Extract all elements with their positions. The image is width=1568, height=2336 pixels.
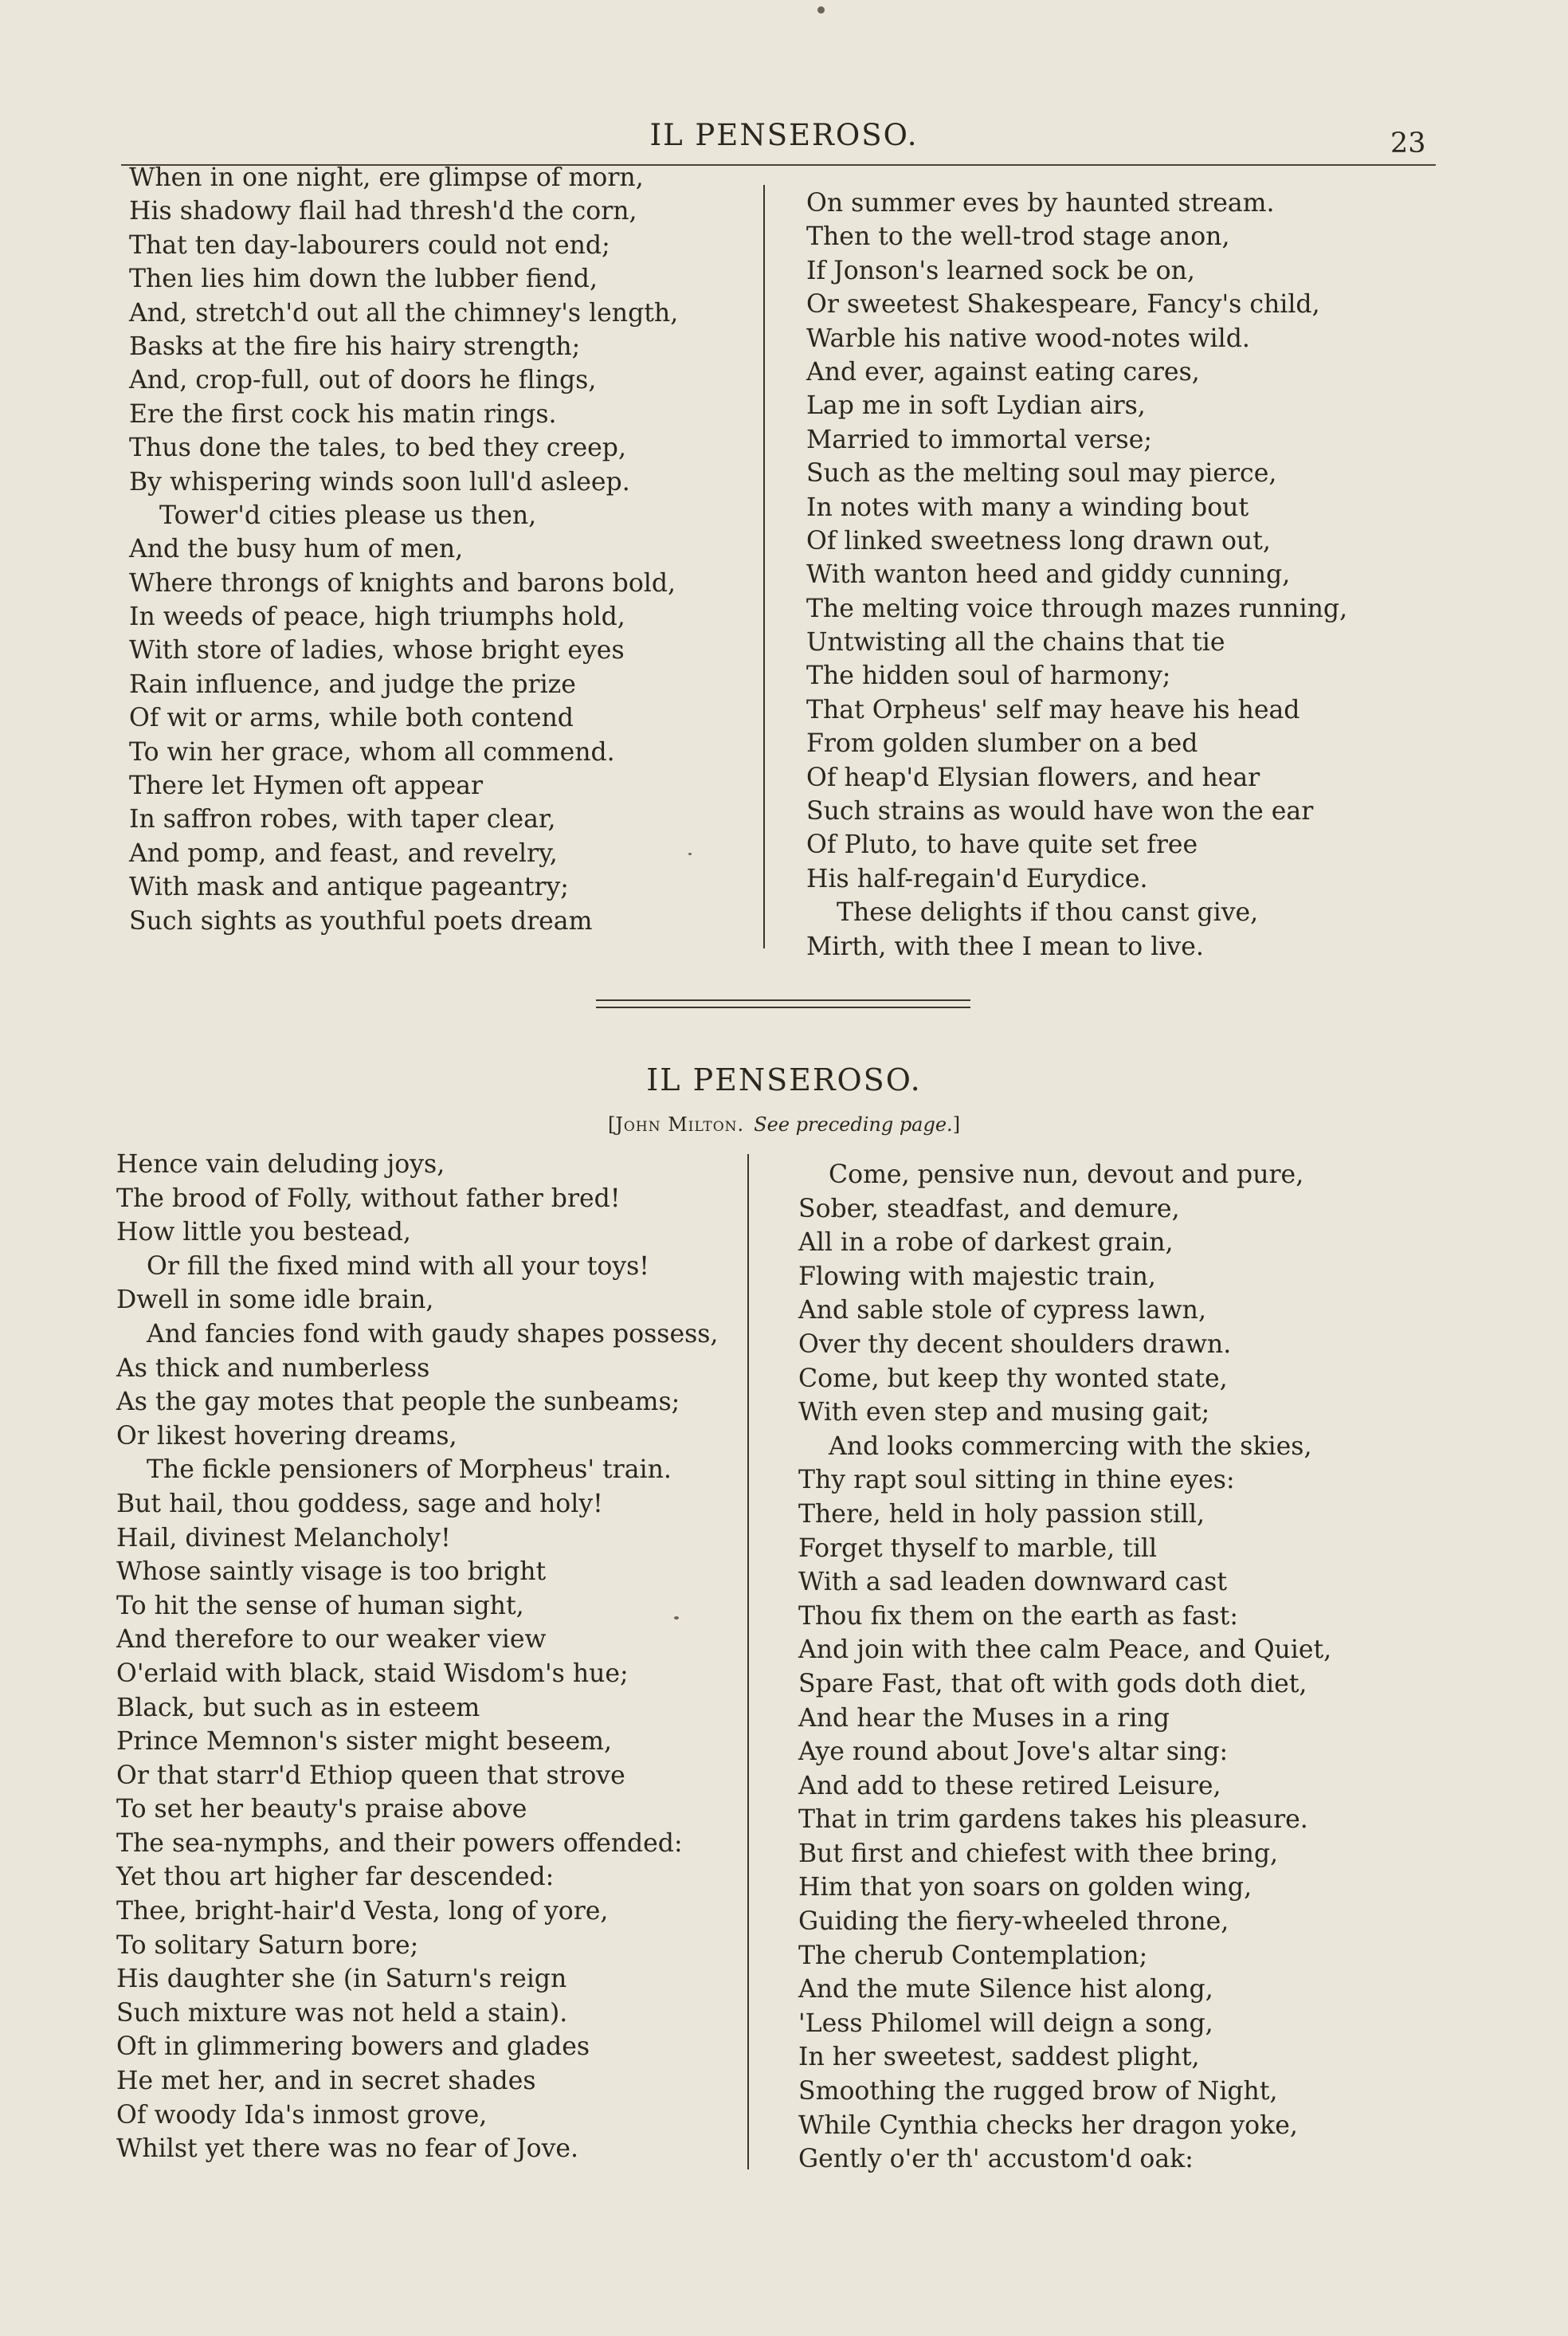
verse-line: All in a robe of darkest grain,: [798, 1228, 1174, 1258]
verse-line: And ever, against eating cares,: [806, 357, 1200, 387]
verse-line: But first and chiefest with thee bring,: [798, 1839, 1279, 1868]
verse-line: Basks at the fire his hairy strength;: [129, 332, 581, 361]
verse-line: And the mute Silence hist along,: [798, 1975, 1213, 2004]
verse-line: And hear the Muses in a ring: [798, 1703, 1170, 1733]
verse-line: Hence vain deluding joys,: [116, 1150, 445, 1179]
verse-line: There let Hymen oft appear: [129, 771, 483, 801]
verse-line: Him that yon soars on golden wing,: [798, 1873, 1252, 1902]
page-number: 23: [1390, 128, 1426, 159]
print-speck: [688, 853, 692, 855]
verse-line: Warble his native wood-notes wild.: [806, 324, 1250, 353]
verse-line: Dwell in some idle brain,: [116, 1286, 434, 1315]
poem-title: IL PENSEROSO.: [646, 1062, 922, 1097]
verse-line: Rain influence, and judge the prize: [129, 669, 576, 699]
verse-line: Gently o'er th' accustom'd oak:: [798, 2145, 1194, 2174]
verse-line: To hit the sense of human sight,: [116, 1591, 524, 1620]
verse-line: Prince Memnon's sister might beseem,: [116, 1727, 613, 1757]
verse-line: Or that starr'd Ethiop queen that strove: [116, 1761, 625, 1790]
verse-line: Come, but keep thy wonted state,: [798, 1364, 1228, 1393]
verse-line: And the busy hum of men,: [129, 535, 464, 564]
verse-line: On summer eves by haunted stream.: [806, 189, 1275, 218]
verse-line: Such strains as would have won the ear: [806, 797, 1314, 826]
verse-line: And, stretch'd out all the chimney's length,: [129, 298, 679, 328]
verse-line: Over thy decent shoulders drawn.: [798, 1329, 1232, 1359]
print-speck: [674, 1616, 679, 1619]
verse-line: Thy rapt soul sitting in thine eyes:: [798, 1466, 1235, 1495]
verse-line: To win her grace, whom all commend.: [129, 737, 615, 767]
column-divider-top: [763, 185, 765, 948]
verse-line: While Cynthia checks her dragon yoke,: [798, 2110, 1298, 2140]
top-right-column: [806, 186, 1347, 964]
verse-line: How little you bestead,: [116, 1218, 411, 1247]
verse-line: Thee, bright-hair'd Vesta, long of yore,: [116, 1897, 609, 1926]
verse-line: That Orpheus' self may heave his head: [806, 695, 1300, 724]
bottom-left-column: [116, 1148, 718, 2166]
verse-line: The brood of Folly, without father bred!: [116, 1184, 621, 1213]
top-left-column: [129, 161, 678, 938]
verse-line: With store of ladies, whose bright eyes: [129, 636, 625, 665]
bottom-right-column: [798, 1158, 1331, 2177]
verse-line: These delights if thou canst give,: [837, 898, 1259, 928]
verse-line: He met her, and in secret shades: [116, 2067, 536, 2096]
verse-line: His half-regain'd Eurydice.: [806, 864, 1148, 893]
verse-line: But hail, thou goddess, sage and holy!: [116, 1489, 603, 1518]
verse-line: Mirth, with thee I mean to live.: [806, 932, 1204, 961]
verse-line: The fickle pensioners of Morpheus' train.: [147, 1455, 672, 1485]
attribution-note: See preceding page.: [754, 1113, 953, 1136]
verse-line: Sober, steadfast, and demure,: [798, 1194, 1180, 1223]
section-divider: [596, 999, 970, 1007]
verse-line: O'erlaid with black, staid Wisdom's hue;: [116, 1659, 629, 1688]
verse-line: Married to immortal verse;: [806, 425, 1152, 454]
verse-line: And pomp, and feast, and revelry,: [129, 838, 558, 868]
verse-line: Black, but such as in esteem: [116, 1693, 480, 1722]
verse-line: As thick and numberless: [116, 1353, 430, 1383]
verse-line: His daughter she (in Saturn's reign: [116, 1965, 567, 1994]
verse-line: Or sweetest Shakespeare, Fancy's child,: [806, 290, 1320, 320]
verse-line: The cherub Contemplation;: [798, 1941, 1148, 1970]
verse-line: With mask and antique pageantry;: [129, 873, 569, 902]
verse-line: Thus done the tales, to bed they creep,: [129, 434, 626, 463]
verse-line: Such as the melting soul may pierce,: [806, 459, 1277, 489]
verse-line: His shadowy flail had thresh'd the corn,: [129, 197, 637, 226]
verse-line: Guiding the fiery-wheeled throne,: [798, 1907, 1229, 1937]
verse-line: Of Pluto, to have quite set free: [806, 830, 1198, 860]
verse-line: With wanton heed and giddy cunning,: [806, 560, 1291, 590]
verse-line: Smoothing the rugged brow of Night,: [798, 2077, 1278, 2106]
verse-line: With even step and musing gait;: [798, 1398, 1210, 1427]
verse-line: By whispering winds soon lull'd asleep.: [129, 467, 630, 497]
verse-line: 'Less Philomel will deign a song,: [798, 2008, 1213, 2038]
verse-line: To solitary Saturn bore;: [116, 1930, 419, 1960]
verse-line: With a sad leaden downward cast: [798, 1568, 1227, 1597]
verse-line: Flowing with majestic train,: [798, 1262, 1156, 1291]
verse-line: Hail, divinest Melancholy!: [116, 1523, 451, 1553]
verse-line: Such mixture was not held a stain).: [116, 1998, 568, 2028]
verse-line: Forget thyself to marble, till: [798, 1533, 1158, 1563]
verse-line: Of wit or arms, while both contend: [129, 704, 574, 733]
verse-line: If Jonson's learned sock be on,: [806, 256, 1195, 285]
verse-line: Such sights as youthful poets dream: [129, 906, 593, 936]
poem-attribution: [John Milton. See preceding page.]: [607, 1113, 961, 1136]
verse-line: Of linked sweetness long drawn out,: [806, 526, 1271, 556]
verse-line: From golden slumber on a bed: [806, 729, 1198, 759]
print-speck: [817, 6, 825, 14]
verse-line: And add to these retired Leisure,: [798, 1771, 1221, 1800]
verse-line: Untwisting all the chains that tie: [806, 628, 1225, 658]
verse-line: Lap me in soft Lydian airs,: [806, 391, 1146, 421]
verse-line: As the gay motes that people the sunbeams;: [116, 1388, 680, 1417]
verse-line: The sea-nymphs, and their powers offended:: [116, 1828, 683, 1858]
verse-line: Where throngs of knights and barons bold,: [129, 568, 676, 598]
attribution-author: John Milton.: [615, 1113, 745, 1136]
verse-line: Yet thou art higher far descended:: [116, 1863, 555, 1892]
verse-line: The melting voice through mazes running,: [806, 594, 1348, 623]
verse-line: And looks commercing with the skies,: [829, 1431, 1312, 1461]
verse-line: Thou fix them on the earth as fast:: [798, 1601, 1238, 1631]
verse-line: Come, pensive nun, devout and pure,: [829, 1160, 1304, 1189]
verse-line: Of heap'd Elysian flowers, and hear: [806, 763, 1260, 792]
verse-line: Whilst yet there was no fear of Jove.: [116, 2134, 579, 2164]
verse-line: Whose saintly visage is too bright: [116, 1557, 547, 1587]
verse-line: In notes with many a winding bout: [806, 493, 1249, 522]
verse-line: Oft in glimmering bowers and glades: [116, 2032, 590, 2062]
verse-line: That ten day-labourers could not end;: [129, 230, 610, 260]
verse-line: To set her beauty's praise above: [116, 1795, 527, 1824]
verse-line: Spare Fast, that oft with gods doth diet,: [798, 1669, 1307, 1698]
verse-line: And join with thee calm Peace, and Quiet,: [798, 1635, 1332, 1665]
verse-line: And sable stole of cypress lawn,: [798, 1296, 1206, 1325]
verse-line: Of woody Ida's inmost grove,: [116, 2100, 488, 2130]
verse-line: That in trim gardens takes his pleasure.: [798, 1805, 1308, 1835]
verse-line: Tower'd cities please us then,: [159, 501, 537, 530]
verse-line: Aye round about Jove's altar sing:: [798, 1737, 1229, 1767]
verse-line: Then lies him down the lubber fiend,: [129, 265, 598, 294]
verse-line: And, crop-full, out of doors he flings,: [129, 366, 597, 395]
verse-line: And therefore to our weaker view: [116, 1625, 547, 1655]
verse-line: In her sweetest, saddest plight,: [798, 2043, 1200, 2072]
verse-line: And fancies fond with gaudy shapes possess,: [147, 1319, 719, 1349]
running-header-title: IL PENSEROSO.: [649, 118, 919, 152]
verse-line: Or likest hovering dreams,: [116, 1421, 457, 1451]
verse-line: Or fill the fixed mind with all your toys!: [147, 1251, 649, 1281]
verse-line: When in one night, ere glimpse of morn,: [129, 163, 644, 192]
verse-line: In saffron robes, with taper clear,: [129, 805, 556, 834]
verse-line: Ere the first cock his matin rings.: [129, 399, 557, 429]
verse-line: There, held in holy passion still,: [798, 1499, 1205, 1529]
verse-line: In weeds of peace, high triumphs hold,: [129, 603, 625, 632]
column-divider-bottom: [747, 1154, 749, 2169]
verse-line: Then to the well-trod stage anon,: [806, 222, 1230, 252]
verse-line: The hidden soul of harmony;: [806, 662, 1171, 691]
